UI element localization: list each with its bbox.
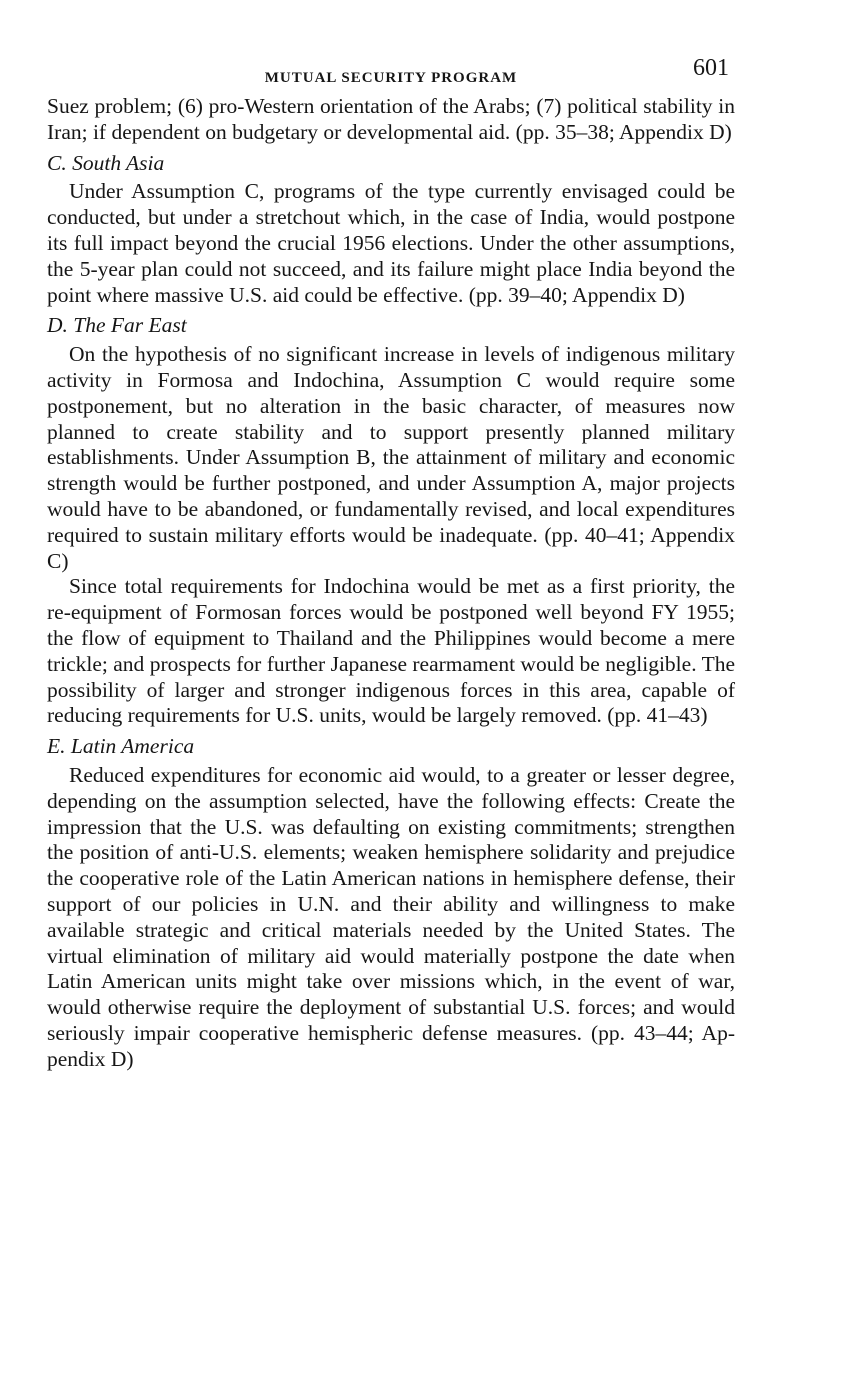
section-heading: D. The Far East — [47, 313, 187, 338]
section-latin-america — [47, 734, 735, 1072]
running-header — [47, 54, 735, 94]
section-heading: C. South Asia — [47, 150, 165, 175]
page-number: 601 — [693, 55, 729, 81]
body-paragraph: Since total requirements for Indochina would be met as a first priority, the re-equipment of Formosan forces would be postponed well beyond FY 1955; the flow of equipment to Thailand and the Philippines would become a mere trickle; and prospects for further Japanese rearmament would be negligible. The possibility of larger and stronger indigenous forces in this area, capable of reducing requirements for U.S. units, would be largely removed. (pp. 41–43) — [47, 574, 735, 728]
body-paragraph: Reduced expenditures for economic aid would, to a greater or lesser degree, depending on the assumption selected, have the following effects: Create the impression that the U.S. was defaulting on existing commitments; strengthen the position of anti-U.S. elements; weaken hemisphere solidarity and prejudice the cooperative role of the Latin American nations in hemisphere defense, their support of our policies in U.N. and their ability and willingness to make available strategic and critical materials needed by the United States. The virtual elimination of military aid would materially postpone the date when Latin American units might take over missions which, in the event of war, would otherwise require the deployment of substantial U.S. forces; and would seriously impair cooperative hemispheric defense measures. (pp. 43–44; Appendix D) — [47, 762, 735, 1071]
running-title: MUTUAL SECURITY PROGRAM — [264, 70, 518, 86]
body-paragraph: Under Assumption C, programs of the type currently envisaged could be conducted, but under a stretchout which, in the case of India, would postpone its full impact beyond the crucial 1956 elections. Under the other assumptions, the 5-year plan could not succeed, and its failure might place India beyond the point where massive U.S. aid could be effective. (pp. 39–40; Appendix D) — [47, 179, 735, 307]
section-south-asia — [47, 151, 735, 309]
section-far-east — [47, 313, 735, 729]
document-page — [47, 54, 735, 1072]
section-heading: E. Latin America — [47, 734, 195, 759]
body-paragraph: On the hypothesis of no significant increase in levels of indigenous military activity in Formosa and Indochina, Assumption C would require some postponement, but no alteration in the basic character, of measures now planned to create stability and to support presently planned military establishments. Under Assumption B, the attainment of military and economic strength would be further postponed, and under Assumption A, major projects would have to be abandoned, or fundamentally revised, and local expenditures required to sustain military efforts would be inadequate. (pp. 40–41; Appendix C) — [47, 342, 735, 573]
continuation-paragraph: Suez problem; (6) pro-Western orientation of the Arabs; (7) political stability in Iran; if dependent on budgetary or developmental aid. (pp. 35–38; Appendix D) — [47, 94, 735, 144]
